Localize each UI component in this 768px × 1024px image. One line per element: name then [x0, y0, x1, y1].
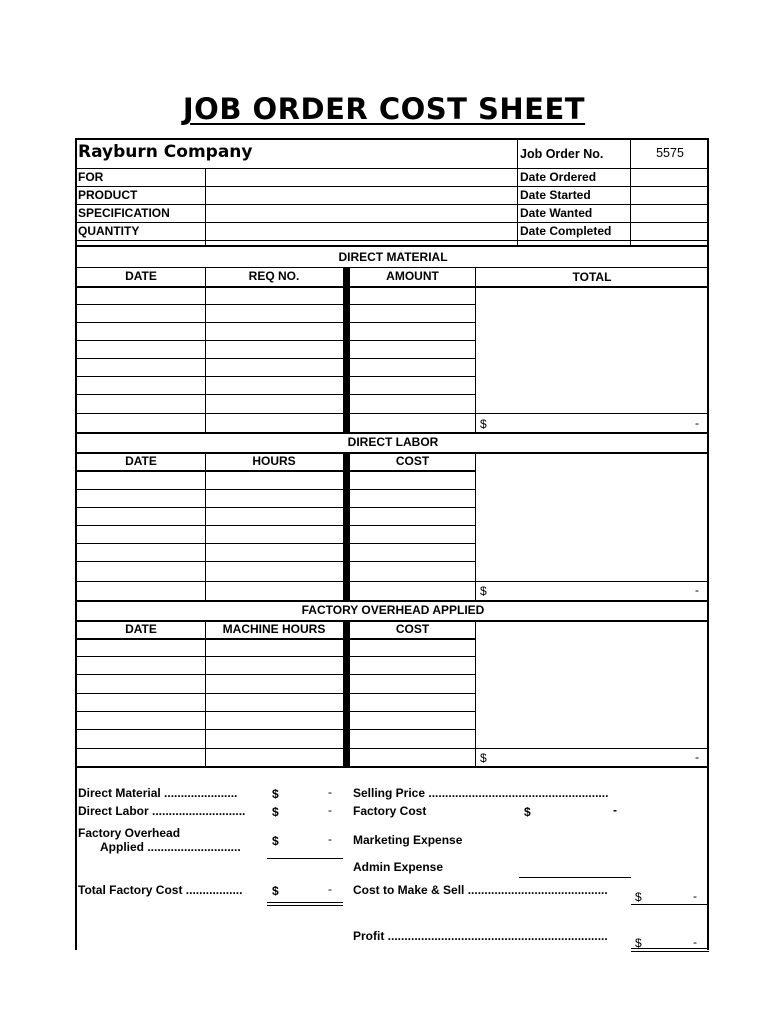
- field-specification: SPECIFICATION: [78, 206, 170, 220]
- summary-profit: Profit ..................................................................: [353, 929, 608, 943]
- dm-total-currency: $: [480, 417, 487, 431]
- summary-factory-overhead: Factory Overhead: [78, 826, 181, 840]
- summary-fc-currency: $: [524, 805, 531, 819]
- dm-col-total: TOTAL: [572, 270, 612, 284]
- direct-labor-title: DIRECT LABOR: [347, 435, 439, 449]
- dl-total-currency: $: [480, 584, 487, 598]
- summary-dm-currency: $: [272, 787, 279, 801]
- summary-dl-currency: $: [272, 805, 279, 819]
- summary-dm-value: -: [328, 785, 332, 799]
- cost-sheet-frame: [75, 138, 709, 950]
- fo-col-machine-hours: MACHINE HOURS: [222, 622, 326, 636]
- field-date-completed: Date Completed: [520, 224, 612, 238]
- field-for: FOR: [78, 170, 104, 184]
- summary-factory-cost: Factory Cost: [353, 804, 427, 818]
- dm-col-req-no: REQ NO.: [248, 269, 300, 283]
- summary-profit-value: -: [693, 935, 697, 949]
- summary-selling-price: Selling Price ......................................................: [353, 786, 609, 800]
- dm-total-value: -: [695, 416, 699, 430]
- summary-marketing-expense: Marketing Expense: [353, 833, 463, 847]
- summary-tfc-currency: $: [272, 884, 279, 898]
- summary-cms-value: -: [693, 889, 697, 903]
- summary-total-factory-cost: Total Factory Cost .................: [78, 883, 243, 897]
- job-order-label: Job Order No.: [520, 147, 604, 161]
- summary-cost-to-make-sell: Cost to Make & Sell ..........................................: [353, 883, 608, 897]
- summary-fo-applied: Applied ............................: [100, 840, 241, 854]
- factory-overhead-title: FACTORY OVERHEAD APPLIED: [301, 603, 485, 617]
- direct-material-title: DIRECT MATERIAL: [338, 250, 448, 264]
- field-date-ordered: Date Ordered: [520, 170, 597, 184]
- summary-profit-currency: $: [635, 936, 642, 950]
- summary-fo-value: -: [328, 832, 332, 846]
- dl-col-hours: HOURS: [252, 454, 296, 468]
- fo-total-value: -: [695, 750, 699, 764]
- dl-total-value: -: [695, 583, 699, 597]
- dm-col-date: DATE: [125, 269, 157, 283]
- fo-total-currency: $: [480, 751, 487, 765]
- summary-direct-labor: Direct Labor ............................: [78, 804, 246, 818]
- company-name: Rayburn Company: [78, 142, 253, 162]
- field-product: PRODUCT: [78, 188, 138, 202]
- summary-admin-expense: Admin Expense: [353, 860, 444, 874]
- dl-col-cost: COST: [395, 454, 430, 468]
- fo-col-date: DATE: [125, 622, 157, 636]
- summary-fc-value: -: [613, 803, 617, 817]
- summary-dl-value: -: [328, 803, 332, 817]
- summary-tfc-value: -: [328, 882, 332, 896]
- page-title: JOB ORDER COST SHEET: [182, 92, 586, 126]
- field-quantity: QUANTITY: [78, 224, 140, 238]
- dm-col-amount: AMOUNT: [386, 269, 439, 283]
- job-order-number[interactable]: 5575: [656, 146, 684, 160]
- dl-col-date: DATE: [125, 454, 157, 468]
- field-date-wanted: Date Wanted: [520, 206, 593, 220]
- field-date-started: Date Started: [520, 188, 591, 202]
- summary-direct-material: Direct Material ......................: [78, 786, 238, 800]
- fo-col-cost: COST: [395, 622, 430, 636]
- summary-fo-currency: $: [272, 834, 279, 848]
- summary-cms-currency: $: [635, 890, 642, 904]
